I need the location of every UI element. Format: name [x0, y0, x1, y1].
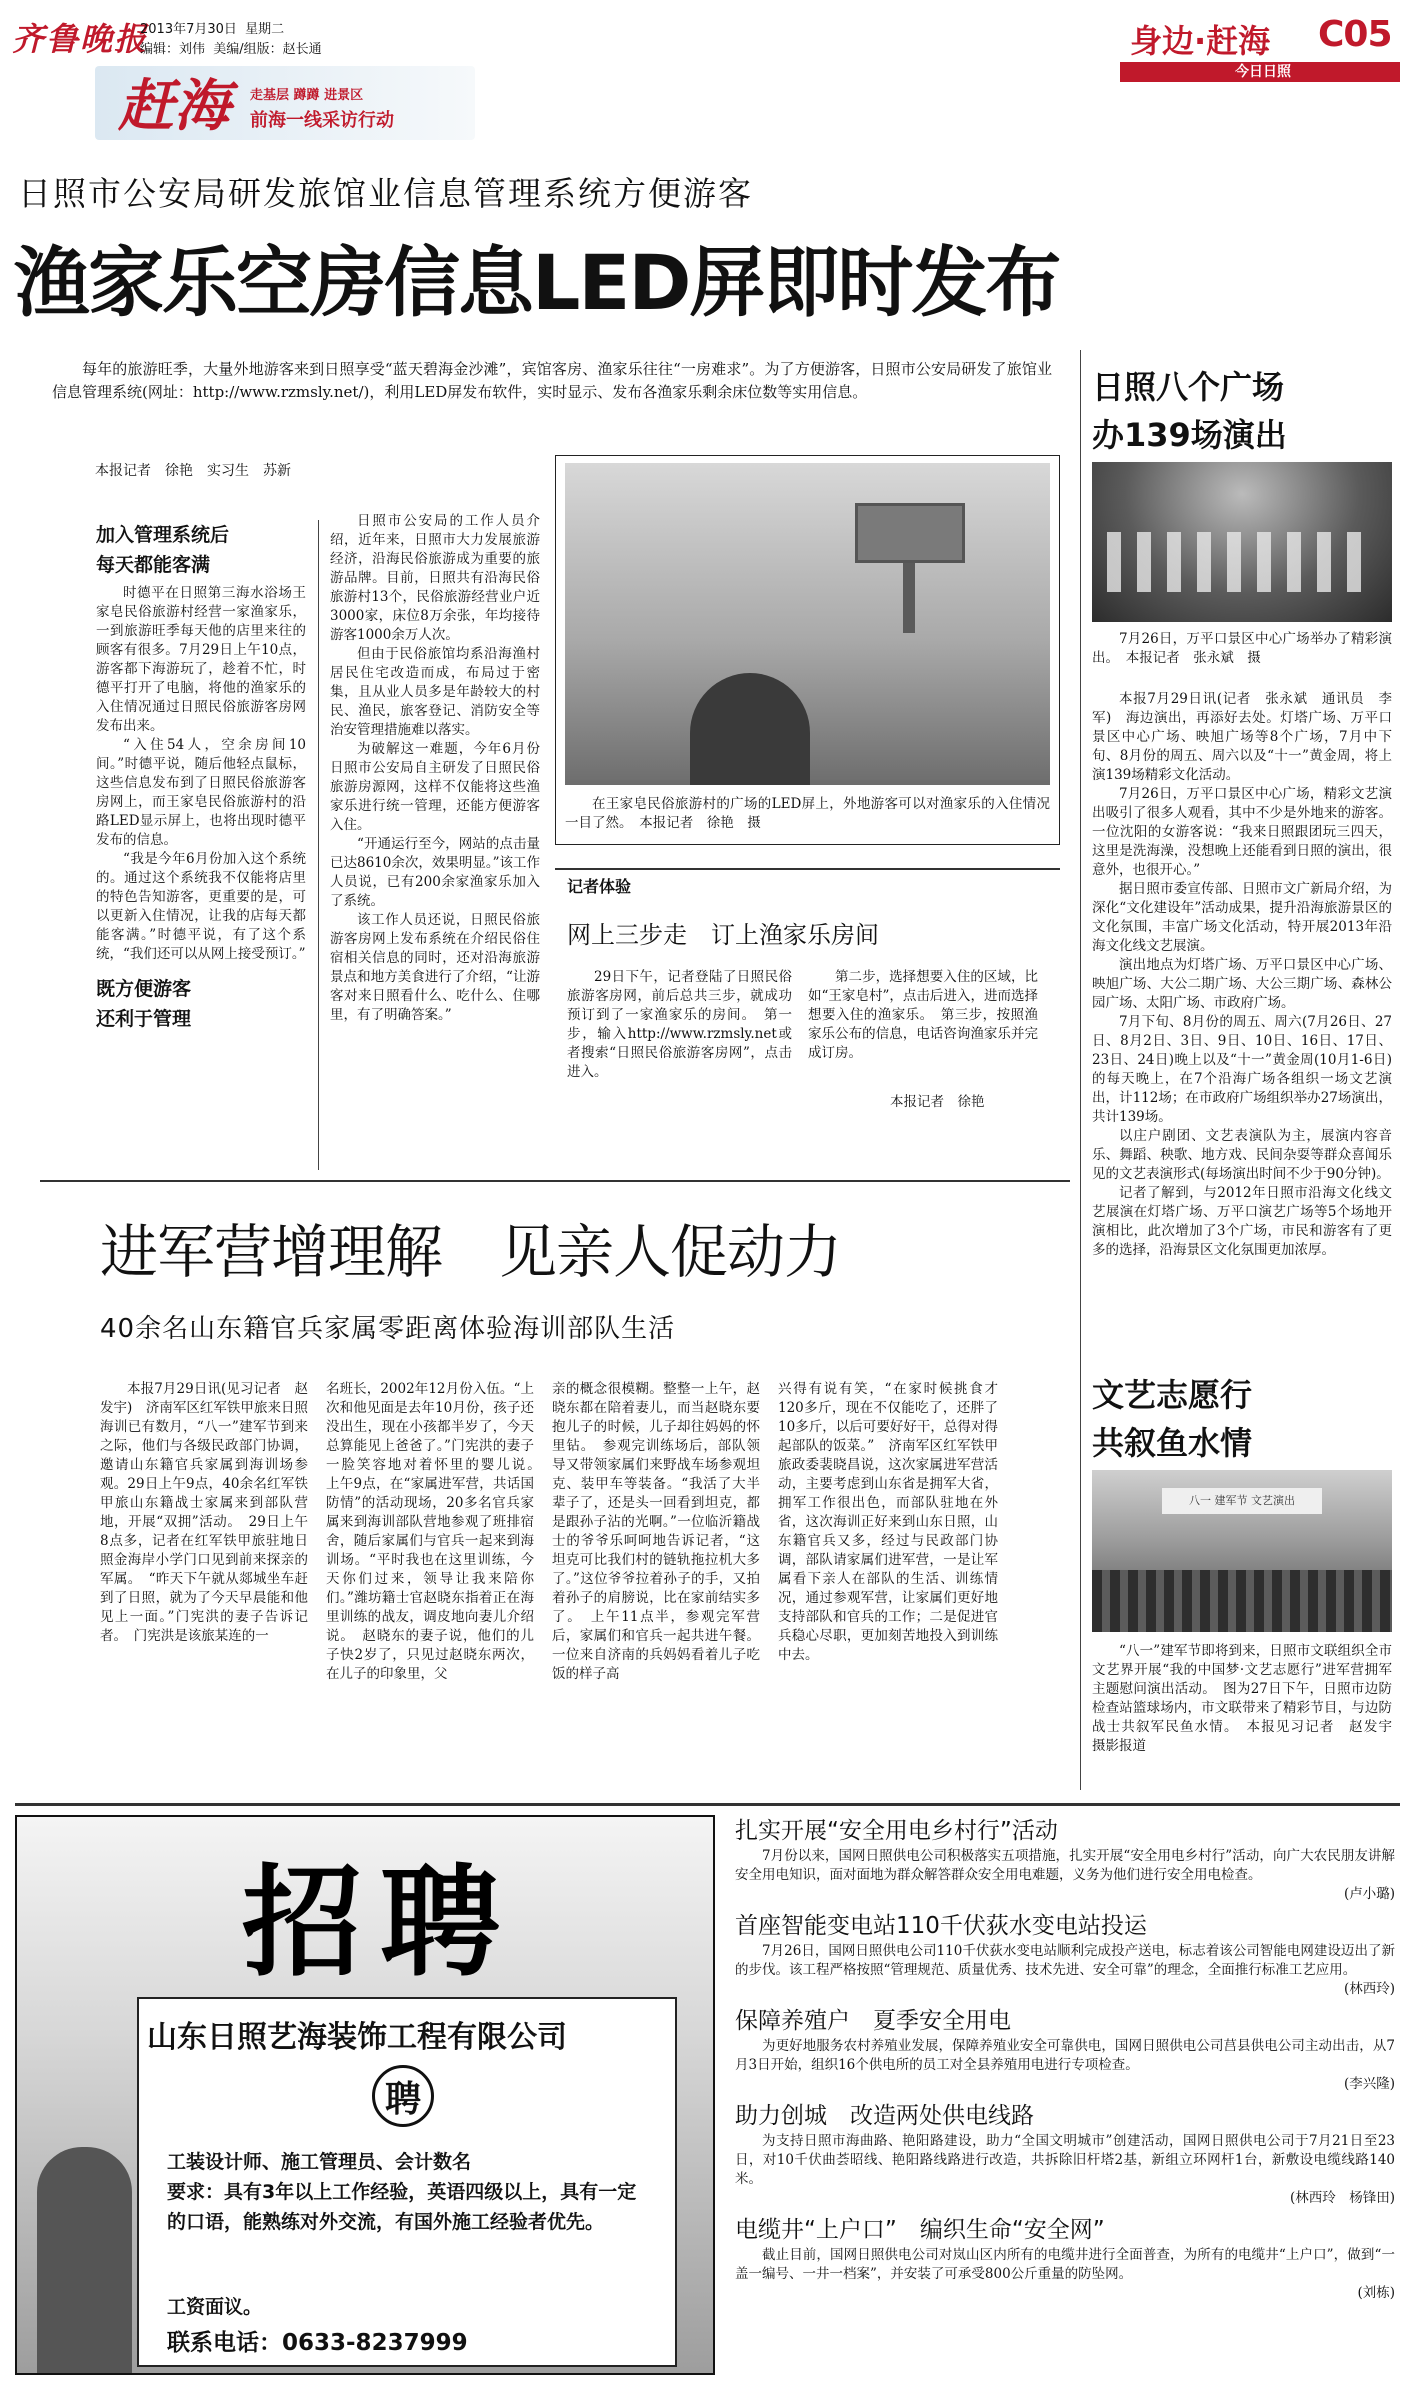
- issue-date: 2013年7月30日: [140, 22, 237, 37]
- lead-subhead-2b: 还利于管理: [96, 1008, 192, 1030]
- brief-item: [735, 1910, 1395, 1999]
- column-banner-title: 赶海: [118, 73, 230, 139]
- lead-column-1: [96, 520, 306, 1034]
- recruitment-ad: [15, 1815, 715, 2375]
- paragraph: 但由于民俗旅馆均系沿海渔村居民住宅改造而成，布局过于密集，且从业人员多是年龄较大的村民、渔民，旅客登记、消防安全等治安管理措施难以落实。: [330, 646, 540, 738]
- designer-credit: 美编/组版：赵长通: [213, 42, 322, 57]
- audience: [1092, 1570, 1392, 1632]
- paragraph: 记者了解到，与2012年日照市沿海文化线文艺展演在灯塔广场、万平口演艺广场等5个场地开演相比，此次增加了3个广场，市民和游客有了更多的选择，沿海景区文化氛围更加浓厚。: [1092, 1185, 1392, 1258]
- brief-author: (林西玲 杨锋田): [1289, 2190, 1395, 2206]
- brief-item: [735, 1815, 1395, 1904]
- ad-requirements: 要求：具有3年以上工作经验，英语四级以上，具有一定的口语，能熟练对外交流，有国外施工经验者优先。: [167, 2181, 637, 2233]
- paragraph: 该工作人员还说，日照民俗旅游客房网上发布系统在介绍民俗住宿相关信息的同时，还对沿海旅游景点和地方美食进行了介绍，“让游客对来日照看什么、吃什么、住哪里，有了明确答案。”: [330, 912, 540, 1023]
- column-rule: [318, 520, 319, 1170]
- right2-headline-2: 共叙鱼水情: [1092, 1424, 1253, 1462]
- ad-pin-text: 聘: [384, 2079, 421, 2120]
- right1-body: [1092, 690, 1392, 1260]
- ad-big-title: 招聘: [242, 1854, 518, 1993]
- brief-author: (卢小璐): [1343, 1886, 1395, 1902]
- ad-positions: 工装设计师、施工管理员、会计数名: [167, 2151, 472, 2173]
- brief-author: (李兴隆): [1343, 2076, 1395, 2092]
- bottom-divider: [15, 1803, 1400, 1806]
- paragraph: “入住54人，空余房间10间。”时德平说，随后他轻点鼠标，这些信息发布到了日照民俗旅游客房网上，而王家皂民俗旅游村的沿路LED显示屏上，也将出现时德平发布的信息。: [96, 737, 306, 848]
- screen-pole: [903, 563, 915, 633]
- lead-subhead-1a: 加入管理系统后: [96, 524, 230, 546]
- banner-tag-2: 蹲蹲: [293, 88, 320, 103]
- lower-column-2: 名班长，2002年12月份入伍。“上次和他见面是去年10月份，孩子还没出生，现在小孩都半岁了，今天总算能见上爸爸了。”门宪洪的妻子一脸笑容地对着怀里的婴儿说。 上午9点，在“家属进军营，共话国防情”的活动现场，20多名官兵家属来到海训部队营地参观了班排宿舍，随后家属们与官兵一起来到海训场。“平时我也在这里训练，今天你们过来，领导让我来陪你们。”潍坊籍士官赵晓东指着正在海里训练的战友，调皮地向妻儿介绍说。 赵晓东的妻子说，他们的儿子快2岁了，只见过赵晓东两次，在儿子的印象里，父: [326, 1381, 548, 1682]
- brief-author: (刘栋): [1357, 2285, 1395, 2301]
- sidebar-col-2: 第二步，选择想要入住的区域，比如“王家皂村”，点击后进入，进而选择想要入住的渔家乐。 第三步，按照渔家乐公布的信息，电话咨询渔家乐并完成订房。: [808, 969, 1038, 1061]
- paragraph: “我是今年6月份加入这个系统的。通过这个系统我不仅能将店里的特色告知游客，更重要的是，可以更新入住情况，让我的店每天都能客满。”时德平说，有了这个系统，“我们还可以从网上接受预订。”: [96, 851, 306, 962]
- right1-photo: [1092, 462, 1392, 622]
- lead-subhead-2a: 既方便游客: [96, 978, 192, 1000]
- masthead-date-line: [140, 18, 284, 37]
- lead-intro: 每年的旅游旺季，大量外地游客来到日照享受“蓝天碧海金沙滩”，宾馆客房、渔家乐往往“一房难求”。为了方便游客，日照市公安局研发了旅馆业信息管理系统(网址：http://www.rzmsly.net/)，利用LED屏发布软件，实时显示、发布各渔家乐剩余床位数等实用信息。: [52, 360, 1052, 401]
- sidebar-kicker: 记者体验: [567, 877, 632, 896]
- brief-text: 7月份以来，国网日照供电公司积极落实五项措施，扎实开展“安全用电乡村行”活动，向广大农民朋友讲解安全用电知识，面对面地为群众解答群众安全用电难题，义务为他们进行安全用电检查。: [735, 1848, 1395, 1883]
- stage-banner: 八一 建军节 文艺演出: [1162, 1488, 1322, 1514]
- paragraph: 演出地点为灯塔广场、万平口景区中心广场、映旭广场、大公二期广场、大公三期广场、森林公园广场、太阳广场、市政府广场。: [1092, 957, 1392, 1011]
- right2-caption: “八一”建军节即将到来，日照市文联组织全市文艺界开展“我的中国梦·文艺志愿行”进军营拥军主题慰问演出活动。 图为27日下午，日照市边防检查站篮球场内，市文联带来了精彩节目，与边防战士共叙军民鱼水情。 本报见习记者 赵发宇 摄影报道: [1092, 1643, 1406, 1754]
- section-divider: [40, 1180, 1070, 1182]
- sidebar-rule: [555, 868, 1060, 870]
- brief-text: 7月26日，国网日照供电公司110千伏荻水变电站顺利完成投产送电，标志着该公司智能电网建设迈出了新的步伐。该工程严格按照“管理规范、质量优秀、技术先进、安全可靠”的理念，全面推行标准工艺应用。: [735, 1943, 1395, 1978]
- lower-headline: 进军营增理解 见亲人促动力: [100, 1218, 842, 1286]
- brief-text: 为更好地服务农村养殖业发展，保障养殖业安全可靠供电，国网日照供电公司莒县供电公司主动出击，从7月3日开始，组织16个供电所的员工对全县养殖用电进行专项检查。: [735, 2038, 1395, 2073]
- paragraph: 据日照市委宣传部、日照市文广新局介绍，为深化“文化建设年”活动成果，提升沿海旅游景区的文化氛围，丰富广场文化活动，特开展2013年沿海文化线文艺展演。: [1092, 881, 1392, 954]
- paragraph: 为破解这一难题，今年6月份日照市公安局自主研发了日照民俗旅游房源网，这样不仅能将这些渔家乐进行统一管理，还能方便游客入住。: [330, 741, 540, 833]
- person-silhouette: [690, 673, 810, 785]
- sidebar-title: 网上三步走 订上渔家乐房间: [567, 921, 879, 949]
- briefs-column: [735, 1815, 1395, 2303]
- ad-company: 山东日照艺海装饰工程有限公司: [147, 2020, 567, 2055]
- sidebar-col-1: 29日下午，记者登陆了日照民俗旅游客房网，前后总共三步，就成功预订到了一家渔家乐的房间。 第一步，输入http://www.rzmsly.net或者搜索“日照民俗旅游客房网”，点击进入。: [567, 969, 792, 1080]
- lead-photo: [565, 463, 1050, 785]
- lead-byline: 本报记者 徐艳 实习生 苏新: [95, 463, 291, 479]
- led-screen: [855, 503, 965, 563]
- right1-photo-caption: 7月26日，万平口景区中心广场举办了精彩演出。 本报记者 张永斌 摄: [1092, 631, 1392, 666]
- edition-name: 今日日照: [1235, 64, 1291, 80]
- banner-tags: [250, 84, 363, 103]
- sidebar-byline: 本报记者 徐艳: [890, 1094, 985, 1110]
- brief-title: 保障养殖户 夏季安全用电: [735, 2008, 1011, 2034]
- banner-tagline: 前海一线采访行动: [250, 110, 394, 131]
- paragraph: 日照市公安局的工作人员介绍，近年来，日照市大力发展旅游经济，沿海民俗旅游成为重要的旅游品牌。目前，日照共有沿海民俗旅游村13个，民俗旅游经营业户近3000家，床位8万余张，年均接待游客1000余万人次。: [330, 513, 540, 643]
- right1-headline-2: 办139场演出: [1092, 416, 1287, 454]
- paragraph: 以庄户剧团、文艺表演队为主，展演内容音乐、舞蹈、秧歌、地方戏、民间杂耍等群众喜闻乐见的文艺表演形式(每场演出时间不少于90分钟)。: [1092, 1128, 1392, 1182]
- banner-tag-1: 走基层: [250, 88, 290, 103]
- weekday: 星期二: [245, 22, 285, 37]
- brief-item: [735, 2100, 1395, 2208]
- lower-subhead: 40余名山东籍官兵家属零距离体验海训部队生活: [100, 1314, 676, 1344]
- paragraph: 时德平在日照第三海水浴场王家皂民俗旅游村经营一家渔家乐，一到旅游旺季每天他的店里来往的顾客有很多。7月29日上午10点，游客都下海游玩了，趁着不忙，时德平打开了电脑，将他的渔家乐的入住情况通过日照民俗旅游客房网发布出来。: [96, 585, 306, 734]
- lead-photo-caption: 在王家皂民俗旅游村的广场的LED屏上，外地游客可以对渔家乐的入住情况一目了然。 本报记者 徐艳 摄: [565, 796, 1050, 831]
- section-name: 身边·赶海: [1130, 22, 1271, 60]
- brief-title: 电缆井“上户口” 编织生命“安全网”: [735, 2217, 1105, 2243]
- brief-item: [735, 2214, 1395, 2303]
- ad-salary: 工资面议。: [167, 2296, 263, 2318]
- lead-column-1-text: [96, 584, 306, 964]
- paper-name: 齐鲁晚报: [12, 20, 149, 58]
- dancers-row: [1107, 532, 1377, 592]
- brief-title: 首座智能变电站110千伏荻水变电站投运: [735, 1913, 1147, 1939]
- brief-author: (林西玲): [1343, 1981, 1395, 1997]
- lead-column-2: [330, 512, 540, 1025]
- paragraph: “开通运行至今，网站的点击量已达8610余次，效果明显。”该工作人员说，已有200余家渔家乐加入了系统。: [330, 836, 541, 909]
- brief-title: 助力创城 改造两处供电线路: [735, 2103, 1034, 2129]
- lead-headline: 渔家乐空房信息LED屏即时发布: [14, 238, 1060, 327]
- lower-column-1: 本报7月29日讯(见习记者 赵发宇) 济南军区红军铁甲旅来日照海训已有数月，“八一”建军节到来之际，他们与各级民政部门协调，邀请山东籍官兵家属到海训场参观。29日上午9点，40余名红军铁甲旅山东籍战士家属来到部队营地，开展“双拥”活动。 29日上午8点多，记者在红军铁甲旅驻地日照金海岸小学门口见到前来探亲的军属。 “昨天下午就从郯城坐车赶到了日照，就为了今天早晨能和他见上一面。”门宪洪的妻子告诉记者。 门宪洪是该旅某连的一: [100, 1381, 308, 1644]
- ad-phone: 联系电话：0633-8237999: [167, 2330, 468, 2356]
- lead-kicker: 日照市公安局研发旅馆业信息管理系统方便游客: [18, 174, 753, 213]
- masthead-credit-line: [140, 38, 322, 57]
- brief-text: 截止目前，国网日照供电公司对岚山区内所有的电缆井进行全面普查，为所有的电缆井“上户口”，做到“一盖一编号、一井一档案”，并安装了可承受800公斤重量的防坠网。: [735, 2247, 1395, 2282]
- page-number: C05: [1318, 14, 1392, 55]
- paragraph: 7月下旬、8月份的周五、周六(7月26日、27日、8月2日、3日、9日、10日、16日、17日、23日、24日)晚上以及“十一”黄金周(10月1-6日)的每天晚上，在7个沿海广场各组织一场文艺演出，计112场；在市政府广场组织举办27场演出，共计139场。: [1092, 1014, 1392, 1125]
- ad-person-silhouette: [37, 2147, 132, 2375]
- masthead: [0, 0, 1409, 150]
- right2-headline-1: 文艺志愿行: [1092, 1376, 1253, 1414]
- right1-headline-1: 日照八个广场: [1092, 368, 1285, 406]
- brief-text: 为支持日照市海曲路、艳阳路建设，助力“全国文明城市”创建活动，国网日照供电公司于7月21日至23日，对10千伏曲荟昭线、艳阳路线路进行改造，共拆除旧杆塔2基，新组立环网杆1台，新敷设电缆线路140米。: [735, 2133, 1395, 2187]
- editor-credit: 编辑：刘伟: [140, 42, 206, 57]
- paragraph: 本报7月29日讯(记者 张永斌 通讯员 李军) 海边演出，再添好去处。灯塔广场、万平口景区中心广场、映旭广场等8个广场，7月中下旬、8月份的周五、周六以及“十一”黄金周，将上演139场精彩文化活动。: [1092, 691, 1392, 783]
- brief-title: 扎实开展“安全用电乡村行”活动: [735, 1818, 1058, 1844]
- lower-column-4: 兴得有说有笑，“在家时候挑食才120多斤，现在不仅能吃了，还胖了10多斤，以后可要好好干，总得对得起部队的饭菜。” 济南军区红军铁甲旅政委裴晓昌说，这次家属进军营活动，主要考虑到山东省是拥军大省，拥军工作很出色，而部队驻地在外省，这次海训正好来到山东日照，山东籍官兵又多，经过与民政部门协调，部队请家属们进军营，一是让军属看下亲人在部队的生活、训练情况，通过参观军营，让家属们更好地支持部队和官兵的工作；二是促进官兵稳心尽职，更加刻苦地投入到训练中去。: [778, 1381, 998, 1663]
- paragraph: 7月26日，万平口景区中心广场，精彩文艺演出吸引了很多人观看，其中不少是外地来的游客。一位沈阳的女游客说：“我来日照跟团玩三四天，这里是洗海澡，没想晚上还能看到日照的演出，很意外，也很开心。”: [1092, 786, 1392, 878]
- right2-photo: [1092, 1470, 1392, 1632]
- lower-column-3: 亲的概念很模糊。整整一上午，赵晓东都在陪着妻儿，而当赵晓东要抱儿子的时候，儿子却往妈妈的怀里钻。 参观完训练场后，部队领导又带领家属们来野战车场参观坦克、装甲车等装备。“我活了大半辈子了，还是头一回看到坦克，都是跟孙子沾的光啊。”一位临沂籍战士的爷爷乐呵呵地告诉记者，“这坦克可比我们村的链轨拖拉机大多了。”这位爷爷拉着孙子的手，又拍着孙子的肩膀说，比在家前结实多了。 上午11点半，参观完军营后，家属们和官兵一起共进午餐。一位来自济南的兵妈妈看着儿子吃饭的样子高: [552, 1381, 760, 1682]
- lead-subhead-1b: 每天都能客满: [96, 554, 211, 576]
- brief-item: [735, 2005, 1395, 2094]
- right-column-rule: [1080, 350, 1081, 1790]
- banner-tag-3: 进景区: [324, 88, 364, 103]
